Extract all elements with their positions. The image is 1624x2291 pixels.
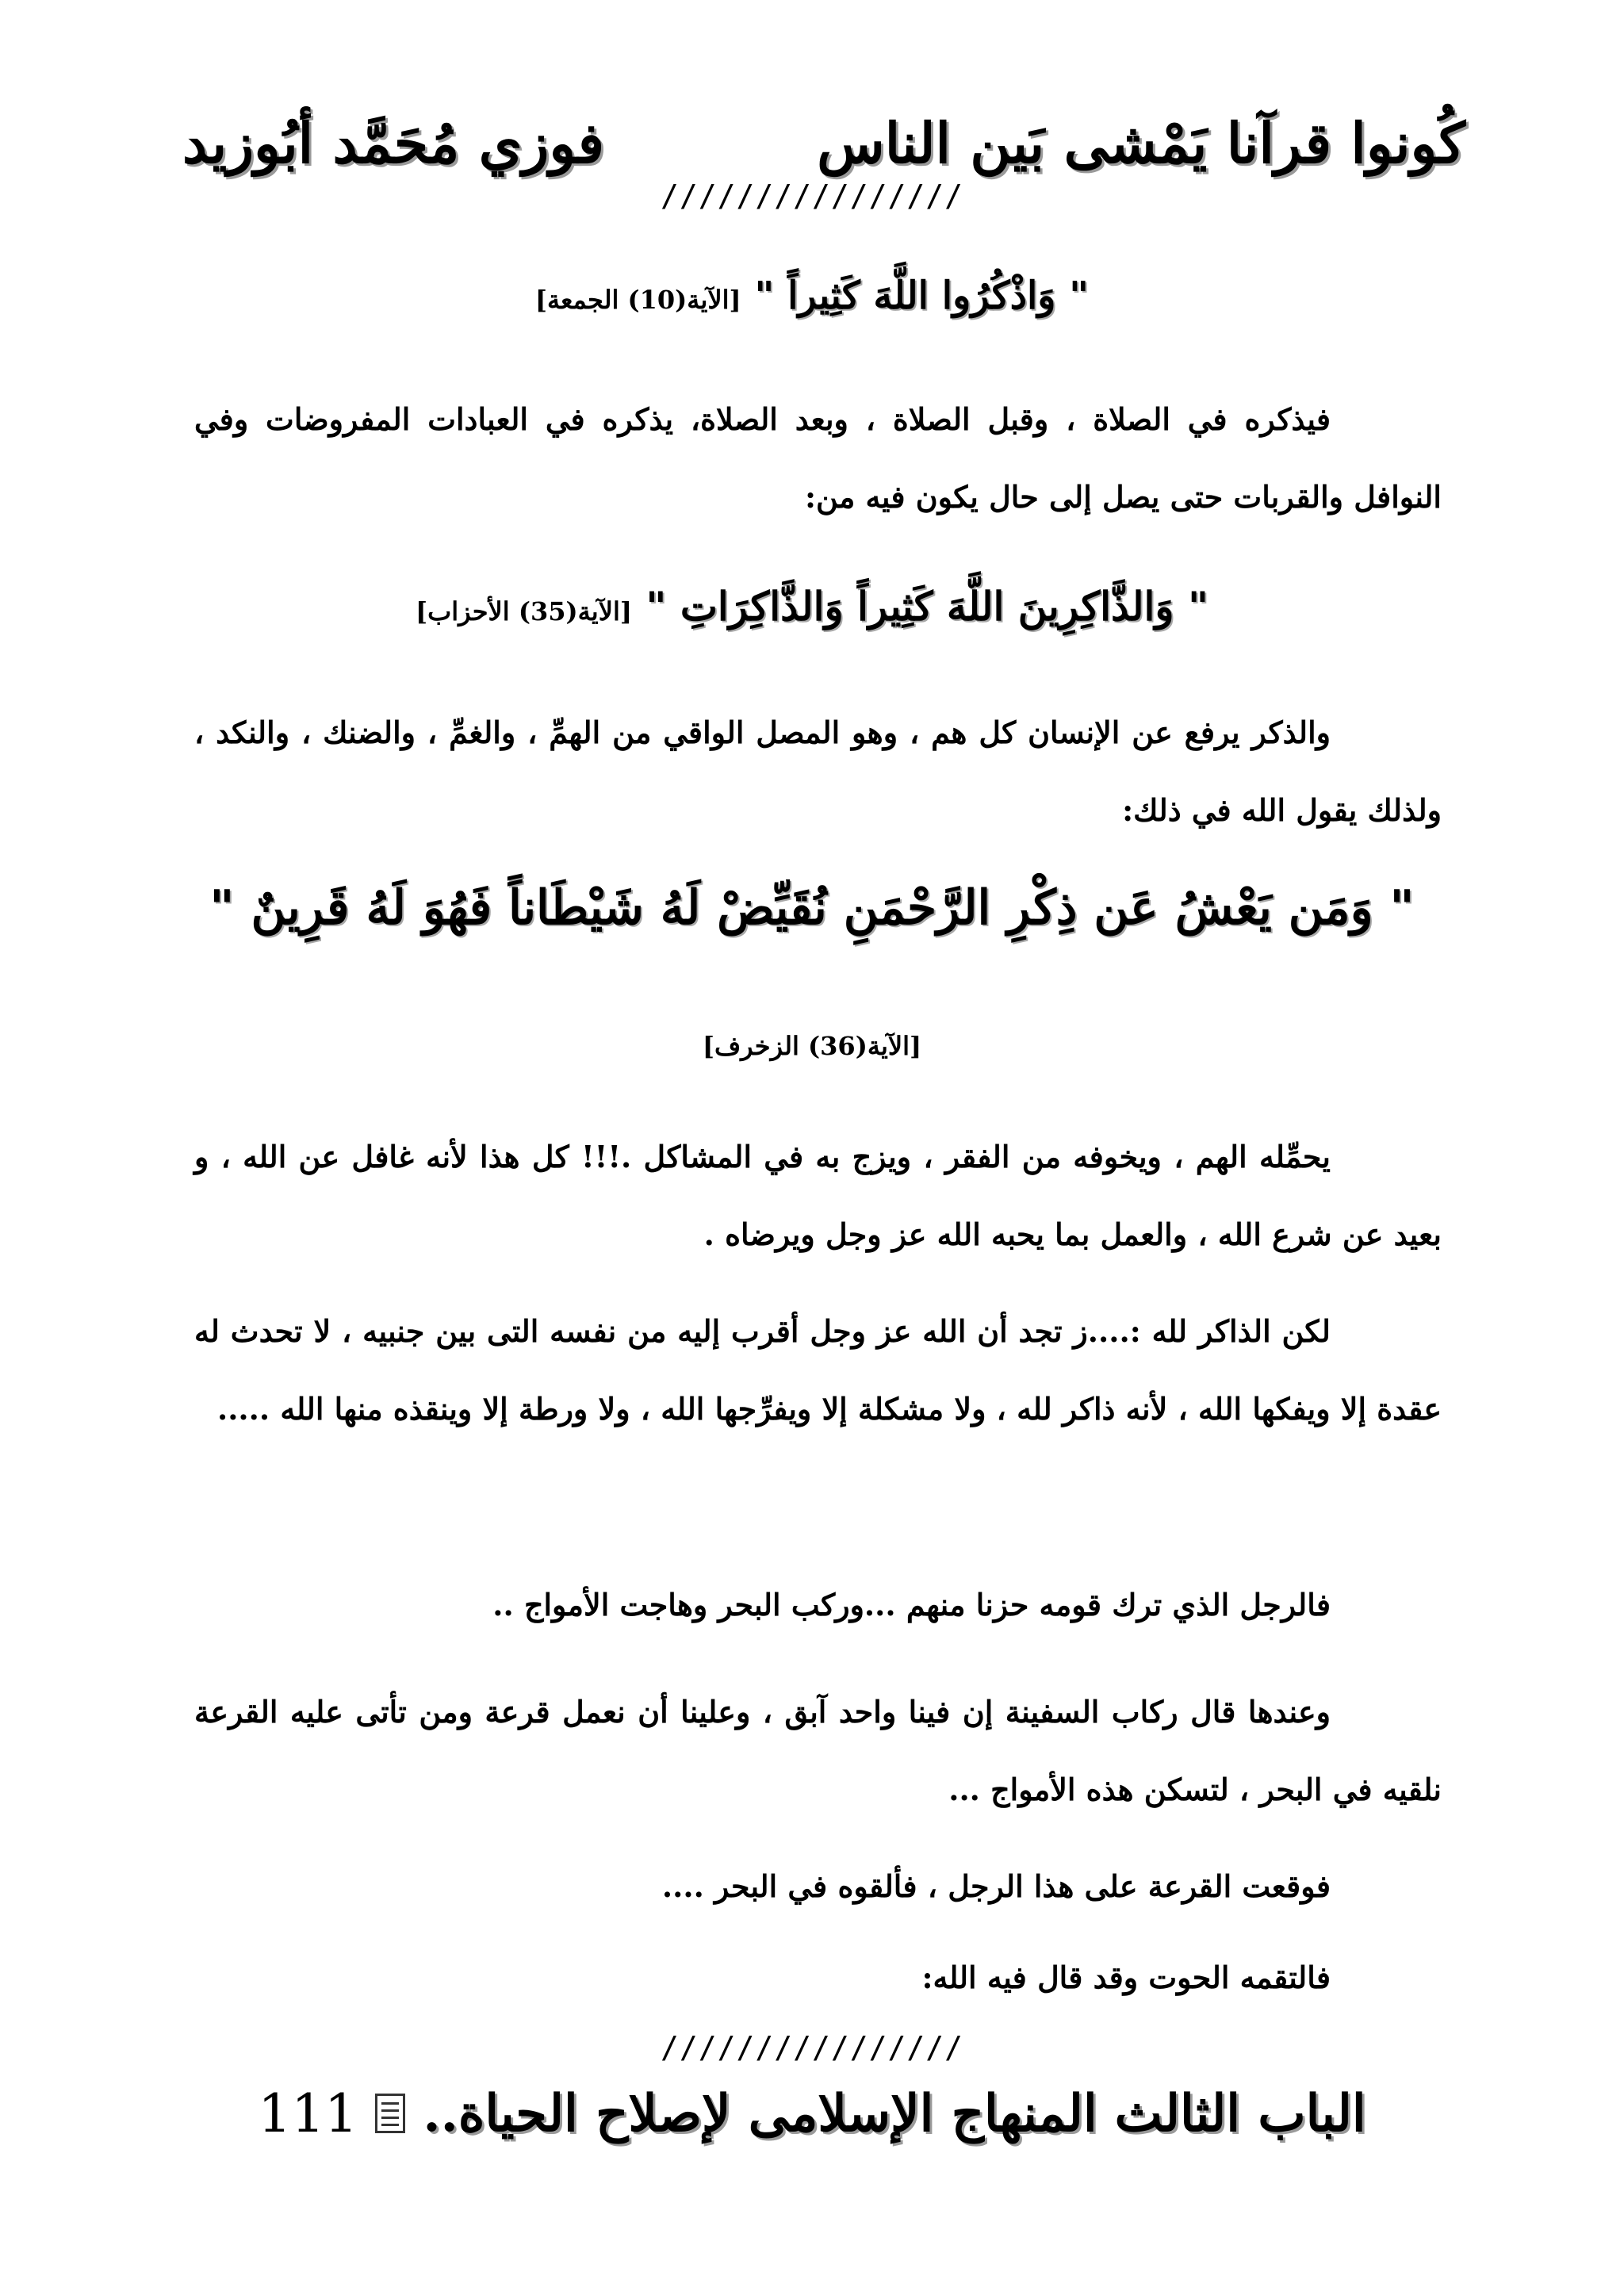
verse-reference: [الآية(36) الزخرف] <box>702 1031 922 1061</box>
paragraph-1: فيذكره في الصلاة ، وقبل الصلاة ، وبعد الصلاة، يذكره في العبادات المفروضات وفي النوافل والقربات حتى يصل إلى حال يكون فيه من: <box>194 401 1442 515</box>
verse-text: " وَمَن يَعْشُ عَن ذِكْرِ الرَّحْمَنِ نُقَيِّضْ لَهُ شَيْطَاناً فَهُوَ لَهُ قَرِينٌ " <box>209 880 1415 936</box>
verse-text: " وَالذَّاكِرِينَ اللَّهَ كَثِيراً وَالذَّاكِرَاتِ " <box>645 583 1209 630</box>
page-icon <box>375 2094 405 2133</box>
paragraph-2: والذكر يرفع عن الإنسان كل هم ، وهو المصل الواقي من الهمِّ ، والغمِّ ، والضنك ، والنكد ، ولذلك يقول الله في ذلك: <box>194 715 1442 828</box>
page-footer <box>214 2066 1410 2161</box>
verse-ahzab <box>159 583 1465 630</box>
verse-reference: [الآية(35) الأحزاب] <box>415 596 632 626</box>
paragraph-7: فوقعت القرعة على هذا الرجل ، فألقوه في البحر .... <box>661 1868 1331 1904</box>
separator-bottom: //////////////// <box>660 2030 964 2065</box>
verse-zukhruf-reference-line <box>159 1031 1465 1061</box>
verse-zukhruf <box>159 880 1465 936</box>
verse-text: " وَاذْكُرُوا اللَّهَ كَثِيراً " <box>754 274 1090 318</box>
chapter-label: الباب الثالث <box>1114 2083 1366 2144</box>
paragraph-5: فالرجل الذي ترك قومه حزنا منهم ...وركب البحر وهاجت الأمواج .. <box>492 1587 1331 1622</box>
page-header <box>182 99 1465 186</box>
chapter-title: المنهاج الإسلامى لإصلاح الحياة.. <box>423 2083 1097 2144</box>
author-name: فوزي مُحَمَّد أبُوزيد <box>182 109 604 176</box>
separator-top: //////////////// <box>660 178 964 213</box>
book-title: كُونوا قرآنا يَمْشى بَين الناس <box>817 109 1465 176</box>
page-number: 111 <box>258 2082 358 2144</box>
paragraph-4: لكن الذاكر لله :....ز تجد أن الله عز وجل أقرب إليه من نفسه التى بين جنبيه ، لا تحدث له عقدة إلا ويفكها الله ، لأنه ذاكر لله ، ولا مشكلة إلا ويفرِّجها الله ، ولا ورطة إلا وينقذه منها الله ..... <box>194 1313 1442 1427</box>
paragraph-3: يحمِّله الهم ، ويخوفه من الفقر ، ويزج به في المشاكل .!!! كل هذا لأنه غافل عن الله ، و بعيد عن شرع الله ، والعمل بما يحبه الله عز وجل ويرضاه . <box>194 1139 1442 1252</box>
verse-reference: [الآية(10) الجمعة] <box>534 285 741 315</box>
verse-jumuah <box>159 274 1465 318</box>
paragraph-8: فالتقمه الحوت وقد قال فيه الله: <box>921 1960 1331 1995</box>
paragraph-6: وعندها قال ركاب السفينة إن فينا واحد آبق ، وعلينا أن نعمل قرعة ومن تأتى عليه القرعة نلقيه في البحر ، لتسكن هذه الأمواج ... <box>194 1694 1442 1807</box>
